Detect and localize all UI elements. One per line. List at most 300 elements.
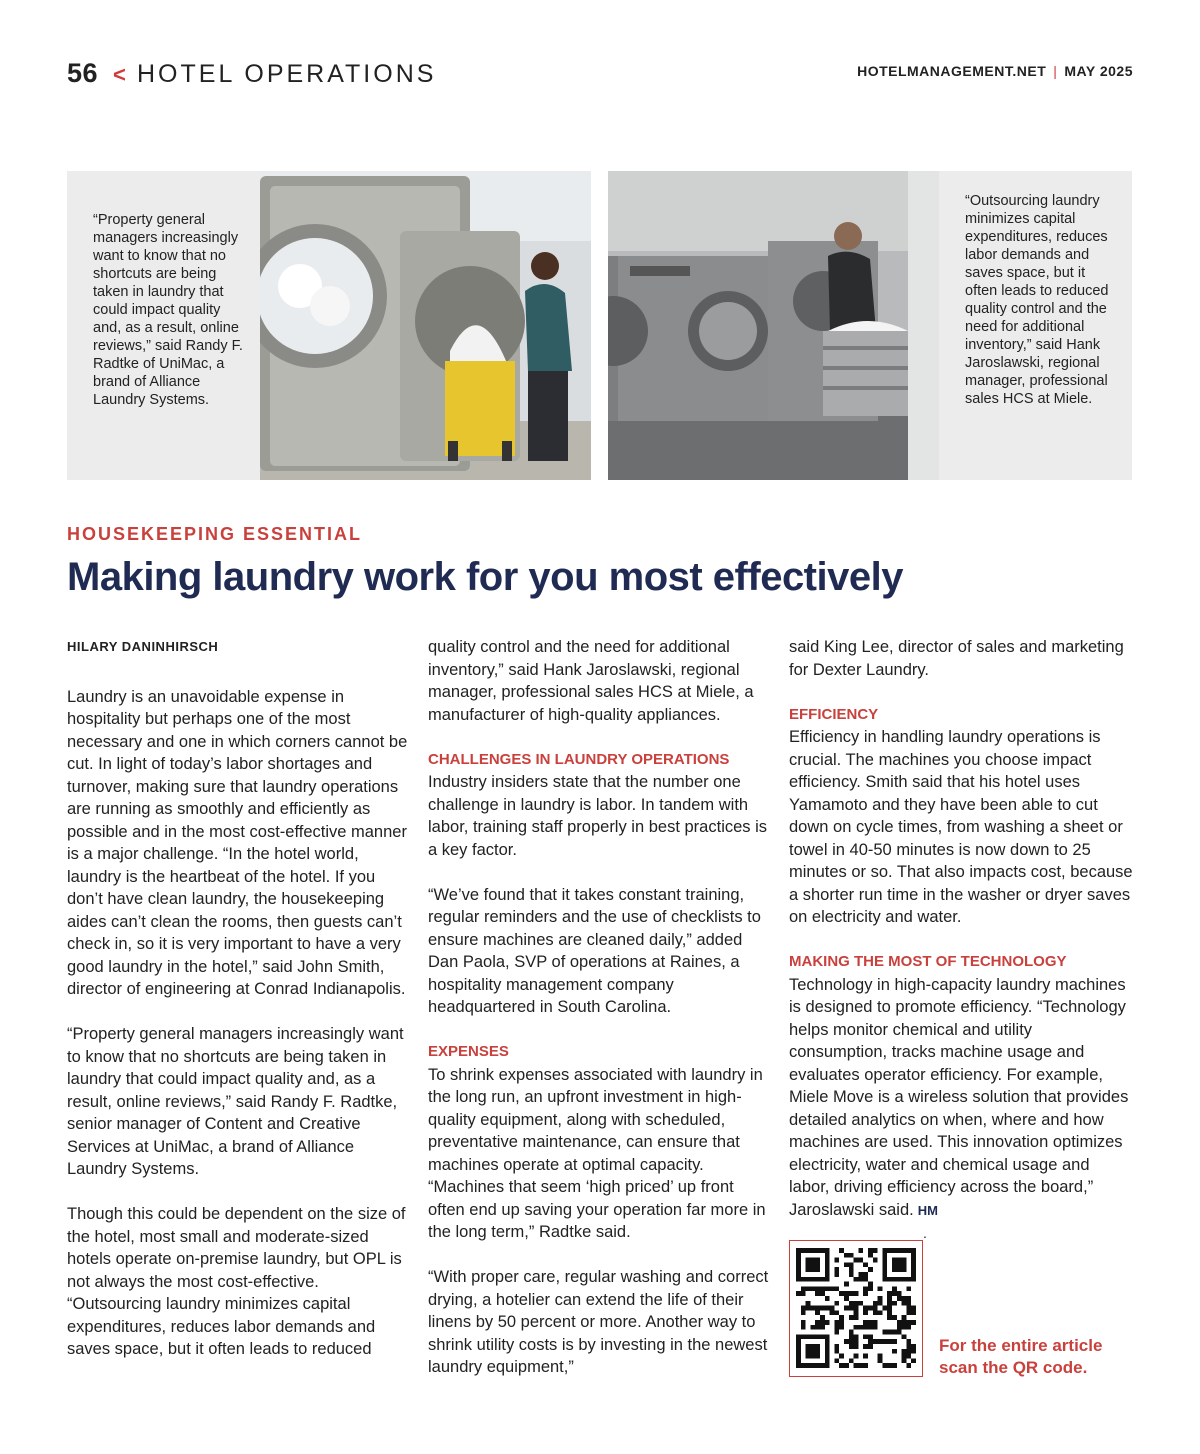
qr-module (849, 1253, 854, 1258)
qr-module (878, 1296, 883, 1301)
qr-module (806, 1267, 811, 1272)
qr-module (892, 1262, 897, 1267)
subsection (789, 704, 1134, 929)
qr-module (815, 1248, 820, 1253)
qr-module (902, 1325, 907, 1330)
qr-module (863, 1344, 868, 1349)
qr-module (844, 1291, 849, 1296)
qr-module (906, 1349, 911, 1354)
qr-module (796, 1267, 801, 1272)
qr-module (825, 1349, 830, 1354)
qr-module (897, 1277, 902, 1282)
qr-module (897, 1325, 902, 1330)
qr-module (897, 1262, 902, 1267)
qr-module (902, 1301, 907, 1306)
qr-module (834, 1349, 839, 1354)
qr-module (868, 1325, 873, 1330)
qr-module (897, 1291, 902, 1296)
qr-module (839, 1291, 844, 1296)
qr-module (806, 1344, 811, 1349)
qr-module (854, 1344, 859, 1349)
qr-module (906, 1310, 911, 1315)
qr-module (882, 1267, 887, 1272)
qr-module (839, 1248, 844, 1253)
qr-module (868, 1248, 873, 1253)
qr-module (849, 1330, 854, 1335)
qr-module (801, 1310, 806, 1315)
qr-module (882, 1262, 887, 1267)
qr-module (892, 1301, 897, 1306)
qr-module (854, 1334, 859, 1339)
paragraph: “Property general managers increasingly want to know that no shortcuts are being taken in laundry that could impact quality and, as a result, online reviews,” said Randy F. Radtke, senior manager of Content and Creative Services at UniMac, a brand of Alliance Laundry Systems. (67, 1025, 404, 1178)
qr-module (863, 1310, 868, 1315)
qr-module (892, 1267, 897, 1272)
chevron-left-icon: < (113, 62, 126, 87)
qr-module (810, 1306, 815, 1311)
qr-module (906, 1325, 911, 1330)
qr-module (825, 1344, 830, 1349)
qr-module (825, 1272, 830, 1277)
qr-module (892, 1258, 897, 1263)
qr-module (810, 1262, 815, 1267)
qr-module (882, 1330, 887, 1335)
qr-module (887, 1310, 892, 1315)
qr-module (902, 1354, 907, 1359)
qr-module (801, 1334, 806, 1339)
qr-module (834, 1330, 839, 1335)
qr-module (834, 1320, 839, 1325)
qr-module (796, 1262, 801, 1267)
qr-module (902, 1277, 907, 1282)
qr-module (820, 1334, 825, 1339)
stray-dot: . (923, 1225, 927, 1241)
qr-module (863, 1334, 868, 1339)
qr-cta-line-2: scan the QR code. (939, 1358, 1088, 1377)
qr-module (897, 1330, 902, 1335)
qr-module (815, 1349, 820, 1354)
qr-module (873, 1258, 878, 1263)
qr-module (815, 1291, 820, 1296)
qr-module (887, 1301, 892, 1306)
qr-module (849, 1267, 854, 1272)
qr-module (796, 1277, 801, 1282)
subhead-expenses: EXPENSES (428, 1043, 509, 1060)
qr-module (834, 1258, 839, 1263)
qr-module (820, 1325, 825, 1330)
qr-module (902, 1358, 907, 1363)
qr-module (878, 1310, 883, 1315)
qr-module (806, 1277, 811, 1282)
qr-module (854, 1291, 859, 1296)
qr-module (815, 1354, 820, 1359)
qr-module (863, 1262, 868, 1267)
qr-module (897, 1320, 902, 1325)
separator: | (1053, 63, 1058, 79)
qr-module (868, 1267, 873, 1272)
qr-module (849, 1291, 854, 1296)
qr-module (834, 1301, 839, 1306)
qr-module (906, 1277, 911, 1282)
qr-module (820, 1291, 825, 1296)
qr-module (825, 1248, 830, 1253)
qr-module (906, 1248, 911, 1253)
qr-module (858, 1325, 863, 1330)
qr-module (887, 1339, 892, 1344)
qr-module (801, 1277, 806, 1282)
qr-module (820, 1286, 825, 1291)
qr-module (854, 1363, 859, 1368)
qr-module (810, 1363, 815, 1368)
qr-module (887, 1291, 892, 1296)
qr-module (839, 1363, 844, 1368)
qr-module (820, 1277, 825, 1282)
qr-module (796, 1349, 801, 1354)
qr-module (892, 1248, 897, 1253)
qr-module (882, 1272, 887, 1277)
qr-module (863, 1291, 868, 1296)
qr-module (801, 1363, 806, 1368)
qr-module (796, 1344, 801, 1349)
qr-module (911, 1306, 916, 1311)
qr-module (854, 1354, 859, 1359)
qr-module (858, 1301, 863, 1306)
qr-module (839, 1320, 844, 1325)
qr-module (873, 1339, 878, 1344)
qr-module (806, 1248, 811, 1253)
qr-module (854, 1301, 859, 1306)
qr-module (911, 1267, 916, 1272)
qr-module (801, 1325, 806, 1330)
qr-module (892, 1363, 897, 1368)
paragraph: “We’ve found that it takes constant training, regular reminders and the use of checklists to ensure machines are cleaned daily,” added Dan Paola, SVP of operations at Raines, a hospitality management company headquartered in South Carolina. (428, 885, 761, 1016)
qr-module (892, 1315, 897, 1320)
qr-module (820, 1306, 825, 1311)
qr-module (815, 1325, 820, 1330)
qr-module (868, 1339, 873, 1344)
qr-module (878, 1286, 883, 1291)
qr-module (810, 1354, 815, 1359)
qr-module (844, 1296, 849, 1301)
qr-module (873, 1306, 878, 1311)
qr-module (911, 1277, 916, 1282)
qr-module (902, 1296, 907, 1301)
qr-module (810, 1349, 815, 1354)
qr-module (796, 1291, 801, 1296)
qr-module (887, 1277, 892, 1282)
qr-module (830, 1306, 835, 1311)
qr-module (897, 1248, 902, 1253)
qr-module (878, 1339, 883, 1344)
qr-module (815, 1286, 820, 1291)
qr-module (844, 1363, 849, 1368)
qr-module (815, 1258, 820, 1263)
qr-module (806, 1286, 811, 1291)
pull-quote-left: “Property general managers increasingly want to know that no shortcuts are being taken in laundry that could impact quality and, as a result, online reviews,” said Randy F. Radtke of UniMac, a brand of Alliance Laundry Systems. (93, 212, 243, 408)
qr-module (849, 1358, 854, 1363)
qr-module (911, 1253, 916, 1258)
qr-module (892, 1349, 897, 1354)
qr-module (911, 1344, 916, 1349)
site-link[interactable]: HOTELMANAGEMENT.NET (857, 63, 1047, 79)
qr-module (873, 1325, 878, 1330)
subhead-challenges: CHALLENGES IN LAUNDRY OPERATIONS (428, 750, 730, 768)
qr-module (902, 1334, 907, 1339)
qr-module (820, 1248, 825, 1253)
qr-module (892, 1277, 897, 1282)
qr-module (868, 1306, 873, 1311)
qr-module (810, 1325, 815, 1330)
qr-module (796, 1272, 801, 1277)
subhead-efficiency: EFFICIENCY (789, 705, 879, 723)
qr-module (825, 1253, 830, 1258)
qr-module (906, 1296, 911, 1301)
qr-module (815, 1363, 820, 1368)
qr-module (887, 1296, 892, 1301)
article-column-2 (428, 636, 773, 1401)
qr-module (911, 1349, 916, 1354)
qr-module (820, 1363, 825, 1368)
qr-code-icon (796, 1247, 916, 1369)
qr-module (868, 1320, 873, 1325)
qr-module (887, 1306, 892, 1311)
subsection (428, 749, 773, 862)
paragraph: Industry insiders state that the number one challenge in laundry is labor. In tandem with labor, training staff properly in best practices is a key factor. (428, 773, 768, 859)
qr-module (887, 1330, 892, 1335)
qr-module (801, 1320, 806, 1325)
paragraph: quality control and the need for additional inventory,” said Hank Jaroslawski, regional manager, professional sales HCS at Miele, a manufacturer of high-quality appliances. (428, 638, 754, 724)
qr-module (810, 1344, 815, 1349)
qr-module (815, 1267, 820, 1272)
article-kicker: HOUSEKEEPING ESSENTIAL (67, 524, 363, 544)
publication-info (857, 63, 1133, 79)
qr-module (902, 1258, 907, 1263)
qr-module (796, 1258, 801, 1263)
qr-module (815, 1262, 820, 1267)
qr-module (882, 1277, 887, 1282)
subsection (428, 1041, 773, 1244)
qr-module (810, 1286, 815, 1291)
qr-module (815, 1306, 820, 1311)
qr-module (906, 1339, 911, 1344)
qr-call-to-action (939, 1335, 1139, 1379)
paragraph: Though this could be dependent on the size of the hotel, most small and moderate-sized hotels operate on-premise laundry, but OPL is not always the most cost-effective. “Outsourcing laundry minimizes capital expenditures, reduces labor demands and saves space, but it often leads to reduced (67, 1205, 406, 1358)
subhead-technology: MAKING THE MOST OF TECHNOLOGY (789, 953, 1067, 970)
qr-module (825, 1286, 830, 1291)
qr-module (892, 1330, 897, 1335)
qr-module (796, 1354, 801, 1359)
qr-module (825, 1320, 830, 1325)
qr-module (801, 1286, 806, 1291)
qr-module (825, 1262, 830, 1267)
qr-module (882, 1248, 887, 1253)
qr-cta-line-1: For the entire article (939, 1336, 1103, 1355)
qr-module (849, 1339, 854, 1344)
qr-module (887, 1363, 892, 1368)
paragraph: Laundry is an unavoidable expense in hospitality but perhaps one of the most necessary and one in which corners cannot be cut. In light of today’s labor shortages and turnover, making sure that laundry operations are running as smoothly and efficiently as possible and in the most cost-effective manner is a major challenge. “In the hotel world, laundry is the heartbeat of the hotel. If you don’t have clean laundry, the housekeeping aides can’t clean the rooms, then guests can’t check in, so it is very important to have a very good laundry in the hotel,” said John Smith, director of engineering at Conrad Indianapolis. (67, 687, 408, 998)
qr-module (825, 1306, 830, 1311)
qr-module (834, 1358, 839, 1363)
qr-module (854, 1310, 859, 1315)
qr-module (868, 1286, 873, 1291)
qr-module (906, 1301, 911, 1306)
qr-module (858, 1258, 863, 1263)
qr-module (834, 1310, 839, 1315)
qr-module (815, 1310, 820, 1315)
qr-module (849, 1344, 854, 1349)
qr-module (806, 1258, 811, 1263)
qr-module (834, 1286, 839, 1291)
qr-module (868, 1282, 873, 1287)
qr-module (810, 1258, 815, 1263)
laundry-photo-miele (608, 171, 939, 480)
qr-module (858, 1277, 863, 1282)
paragraph: “With proper care, regular washing and correct drying, a hotelier can extend the life of their linens by 50 percent or more. Another way to shrink utility costs is by investing in the newest laundry equipment,” (428, 1268, 769, 1376)
qr-module (849, 1334, 854, 1339)
section-title: HOTEL OPERATIONS (137, 60, 437, 88)
subsection (789, 951, 1134, 1222)
qr-module (906, 1306, 911, 1311)
qr-module (906, 1320, 911, 1325)
paragraph (789, 974, 1134, 1223)
qr-module (844, 1262, 849, 1267)
qr-module (902, 1349, 907, 1354)
qr-module (868, 1253, 873, 1258)
qr-module (882, 1253, 887, 1258)
qr-module (873, 1248, 878, 1253)
pull-quote-right: “Outsourcing laundry minimizes capital expenditures, reduces labor demands and saves space, but it often leads to reduced quality control and the need for additional inventory,” said Hank Jaroslawski, regional manager, professional sales HCS at Miele. (965, 193, 1109, 407)
qr-module (868, 1344, 873, 1349)
qr-module (825, 1334, 830, 1339)
qr-module (825, 1258, 830, 1263)
page-number: 56 (67, 58, 99, 88)
qr-module (902, 1320, 907, 1325)
qr-module (854, 1306, 859, 1311)
laundry-photo-unimac (260, 171, 591, 480)
qr-module (854, 1277, 859, 1282)
qr-module (825, 1358, 830, 1363)
qr-module (892, 1286, 897, 1291)
qr-module (806, 1349, 811, 1354)
qr-module (834, 1267, 839, 1272)
photo-panel-right (608, 171, 1132, 480)
qr-code[interactable] (789, 1240, 923, 1377)
qr-module (810, 1267, 815, 1272)
qr-module (892, 1291, 897, 1296)
qr-module (887, 1315, 892, 1320)
qr-module (897, 1258, 902, 1263)
qr-module (849, 1301, 854, 1306)
qr-module (906, 1363, 911, 1368)
qr-module (825, 1296, 830, 1301)
qr-module (806, 1262, 811, 1267)
qr-module (830, 1310, 835, 1315)
qr-module (825, 1277, 830, 1282)
article-column-1 (67, 636, 412, 1383)
qr-module (815, 1277, 820, 1282)
qr-module (863, 1272, 868, 1277)
qr-module (873, 1320, 878, 1325)
qr-module (839, 1325, 844, 1330)
qr-module (849, 1306, 854, 1311)
qr-module (863, 1277, 868, 1282)
qr-module (815, 1334, 820, 1339)
qr-module (844, 1339, 849, 1344)
paragraph: To shrink expenses associated with laundry in the long run, an upfront investment in high-quality equipment, along with scheduled, preventative maintenance, can ensure that machines operate at optimal capacity. “Machines that seem ‘high priced’ up front often end up saving your operation far more in the long term,” Radtke said. (428, 1065, 766, 1241)
qr-module (873, 1301, 878, 1306)
qr-module (806, 1334, 811, 1339)
qr-module (849, 1272, 854, 1277)
qr-module (810, 1248, 815, 1253)
qr-module (868, 1334, 873, 1339)
qr-module (854, 1339, 859, 1344)
qr-module (873, 1310, 878, 1315)
qr-module (878, 1301, 883, 1306)
qr-module (906, 1344, 911, 1349)
qr-module (863, 1320, 868, 1325)
qr-module (854, 1258, 859, 1263)
qr-module (906, 1286, 911, 1291)
qr-module (844, 1282, 849, 1287)
qr-module (825, 1363, 830, 1368)
qr-module (887, 1248, 892, 1253)
qr-module (854, 1325, 859, 1330)
qr-module (863, 1363, 868, 1368)
qr-module (863, 1354, 868, 1359)
qr-module (844, 1306, 849, 1311)
qr-module (834, 1344, 839, 1349)
qr-module (849, 1262, 854, 1267)
qr-module (863, 1325, 868, 1330)
qr-module (911, 1358, 916, 1363)
qr-module (810, 1334, 815, 1339)
qr-module (854, 1315, 859, 1320)
qr-module (858, 1248, 863, 1253)
qr-module (839, 1354, 844, 1359)
qr-module (815, 1344, 820, 1349)
qr-module (911, 1258, 916, 1263)
paragraph: Efficiency in handling laundry operations is crucial. The machines you choose impact efficiency. Smith said that his hotel uses Yamamoto and they have been able to cut down on cycle times, from washing a sheet or towel in 40-50 minutes is now down to 25 minutes or so. That also impacts cost, because a shorter run time in the washer or dryer saves on electricity and water. (789, 728, 1133, 926)
qr-module (801, 1248, 806, 1253)
photo-panel-left (67, 171, 591, 480)
qr-module (806, 1301, 811, 1306)
qr-module (911, 1262, 916, 1267)
paragraph: said King Lee, director of sales and marketing for Dexter Laundry. (789, 638, 1124, 679)
qr-module (796, 1358, 801, 1363)
qr-module (834, 1325, 839, 1330)
qr-module (892, 1339, 897, 1344)
qr-module (911, 1272, 916, 1277)
qr-module (815, 1320, 820, 1325)
issue-date: MAY 2025 (1064, 63, 1133, 79)
qr-module (830, 1286, 835, 1291)
qr-module (810, 1277, 815, 1282)
qr-module (882, 1339, 887, 1344)
qr-module (858, 1363, 863, 1368)
qr-module (825, 1339, 830, 1344)
qr-module (911, 1248, 916, 1253)
qr-module (844, 1253, 849, 1258)
qr-module (796, 1253, 801, 1258)
qr-module (839, 1315, 844, 1320)
qr-module (858, 1272, 863, 1277)
qr-module (878, 1354, 883, 1359)
qr-module (911, 1320, 916, 1325)
qr-module (902, 1315, 907, 1320)
qr-module (882, 1258, 887, 1263)
qr-module (825, 1267, 830, 1272)
article-column-3 (789, 636, 1134, 1245)
qr-module (902, 1262, 907, 1267)
